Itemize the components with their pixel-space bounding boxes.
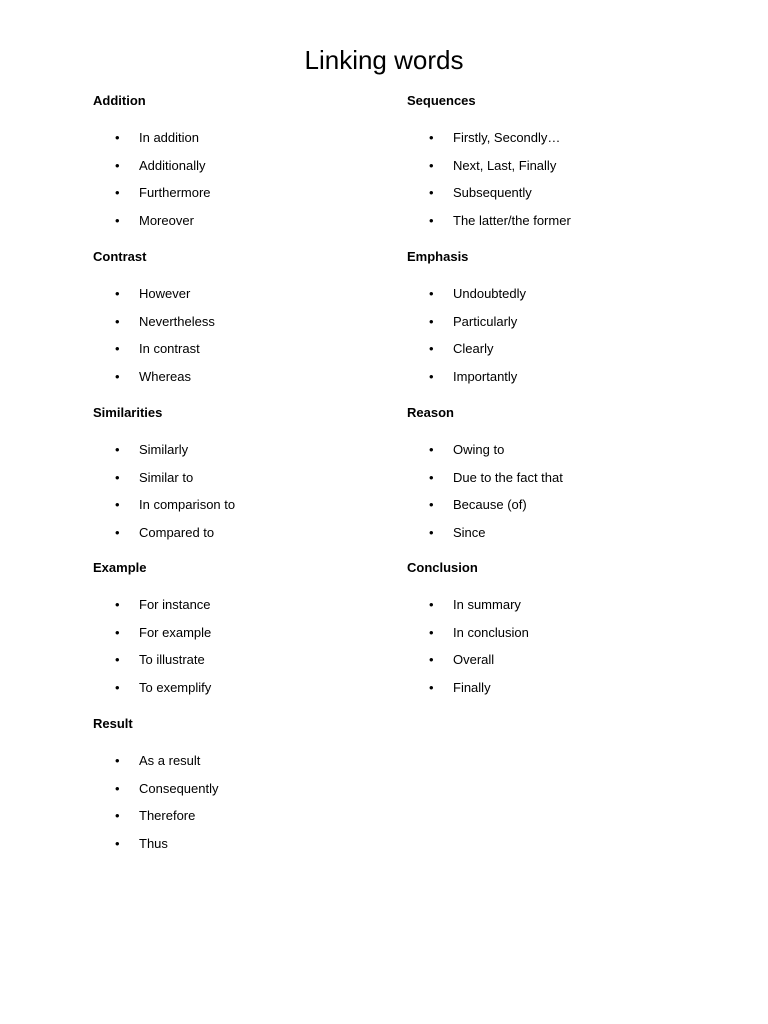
section-heading-reason: Reason — [407, 405, 454, 420]
list-item — [93, 286, 393, 314]
list-item-text: Particularly — [453, 313, 518, 329]
list-item-text: For example — [139, 624, 212, 640]
list-item-text: Due to the fact that — [453, 469, 563, 485]
section-reason — [407, 405, 707, 552]
list-example — [93, 597, 393, 707]
bullet-icon: • — [115, 185, 120, 200]
list-item — [407, 286, 707, 314]
list-item-text: Finally — [453, 679, 491, 695]
list-item — [407, 652, 707, 680]
list-item — [407, 314, 707, 342]
list-item — [407, 185, 707, 213]
section-sequences — [407, 93, 707, 240]
list-item — [407, 625, 707, 653]
list-item — [93, 369, 393, 397]
list-item-text: Similar to — [139, 469, 194, 485]
bullet-icon: • — [115, 524, 120, 540]
list-item-text: Compared to — [139, 524, 215, 540]
list-item-text: In comparison to — [139, 497, 236, 512]
list-item-text: Next, Last, Finally — [453, 157, 557, 173]
list-item-text: In contrast — [139, 341, 200, 356]
list-item — [407, 158, 707, 186]
bullet-icon: • — [115, 652, 120, 667]
list-item — [93, 185, 393, 213]
bullet-icon: • — [115, 808, 120, 823]
list-item — [93, 808, 393, 836]
bullet-icon: • — [429, 157, 434, 173]
section-heading-similarities: Similarities — [93, 405, 163, 420]
list-item — [407, 525, 707, 553]
list-item-text: As a result — [139, 753, 201, 768]
list-sequences — [407, 130, 707, 240]
bullet-icon: • — [429, 130, 434, 145]
list-item-text: Similarly — [139, 442, 189, 457]
list-item-text: Thus — [139, 835, 168, 851]
list-item — [407, 597, 707, 625]
list-item-text: Because (of) — [453, 497, 527, 512]
list-reason — [407, 442, 707, 552]
list-item — [407, 341, 707, 369]
bullet-icon: • — [115, 442, 120, 457]
bullet-icon: • — [115, 286, 120, 301]
bullet-icon: • — [115, 130, 120, 145]
bullet-icon: • — [115, 597, 120, 612]
list-item-text: Whereas — [139, 368, 192, 384]
list-item-text: Clearly — [453, 341, 494, 356]
bullet-icon: • — [115, 624, 120, 640]
list-item — [93, 442, 393, 470]
list-item-text: Furthermore — [139, 185, 211, 200]
list-similarities — [93, 442, 393, 552]
section-heading-addition: Addition — [93, 93, 146, 108]
list-item-text: Undoubtedly — [453, 286, 526, 301]
list-item — [93, 652, 393, 680]
bullet-icon: • — [429, 624, 434, 640]
list-item — [407, 369, 707, 397]
bullet-icon: • — [115, 313, 120, 329]
bullet-icon: • — [115, 835, 120, 851]
bullet-icon: • — [429, 652, 434, 667]
section-addition — [93, 93, 393, 240]
bullet-icon: • — [115, 780, 120, 796]
list-item — [93, 130, 393, 158]
list-item — [407, 213, 707, 241]
section-heading-conclusion: Conclusion — [407, 560, 478, 575]
bullet-icon: • — [115, 469, 120, 485]
list-item — [93, 341, 393, 369]
section-heading-sequences: Sequences — [407, 93, 476, 108]
list-item — [93, 158, 393, 186]
bullet-icon: • — [429, 185, 434, 200]
bullet-icon: • — [429, 442, 434, 457]
section-conclusion — [407, 560, 707, 707]
list-item-text: For instance — [139, 597, 211, 612]
list-item-text: Therefore — [139, 808, 196, 823]
list-item — [93, 213, 393, 241]
section-heading-emphasis: Emphasis — [407, 249, 469, 264]
list-item — [93, 836, 393, 864]
bullet-icon: • — [115, 341, 120, 356]
list-item-text: The latter/the former — [453, 212, 571, 228]
section-heading-contrast: Contrast — [93, 249, 147, 264]
section-emphasis — [407, 249, 707, 396]
section-example — [93, 560, 393, 707]
page-title: Linking words — [304, 45, 464, 75]
section-heading-result: Result — [93, 716, 133, 731]
list-item-text: Moreover — [139, 212, 194, 228]
bullet-icon: • — [429, 524, 434, 540]
bullet-icon: • — [429, 469, 434, 485]
list-item-text: Overall — [453, 652, 495, 667]
bullet-icon: • — [429, 597, 434, 612]
list-item — [93, 597, 393, 625]
list-item — [407, 497, 707, 525]
bullet-icon: • — [429, 212, 434, 228]
bullet-icon: • — [429, 679, 434, 695]
list-result — [93, 753, 393, 863]
list-item-text: In summary — [453, 597, 521, 612]
list-item — [93, 753, 393, 781]
section-similarities — [93, 405, 393, 552]
bullet-icon: • — [429, 286, 434, 301]
list-item-text: Consequently — [139, 780, 219, 796]
list-item-text: However — [139, 286, 191, 301]
list-item-text: Nevertheless — [139, 313, 215, 329]
list-item — [93, 314, 393, 342]
list-item-text: In addition — [139, 130, 199, 145]
section-result — [93, 716, 393, 863]
section-contrast — [93, 249, 393, 396]
list-item-text: Subsequently — [453, 185, 532, 200]
list-item-text: Owing to — [453, 442, 505, 457]
list-item — [407, 470, 707, 498]
list-item — [407, 680, 707, 708]
list-item — [93, 497, 393, 525]
list-conclusion — [407, 597, 707, 707]
list-item — [93, 525, 393, 553]
list-item — [93, 625, 393, 653]
section-heading-example: Example — [93, 560, 147, 575]
list-item-text: In conclusion — [453, 624, 529, 640]
list-contrast — [93, 286, 393, 396]
list-item — [93, 781, 393, 809]
list-item-text: Additionally — [139, 157, 206, 173]
bullet-icon: • — [429, 497, 434, 512]
list-item — [93, 680, 393, 708]
bullet-icon: • — [115, 679, 120, 695]
list-item-text: To exemplify — [139, 679, 212, 695]
list-item — [407, 130, 707, 158]
list-emphasis — [407, 286, 707, 396]
bullet-icon: • — [115, 753, 120, 768]
bullet-icon: • — [115, 497, 120, 512]
list-item-text: Importantly — [453, 368, 518, 384]
list-item-text: Since — [453, 524, 486, 540]
bullet-icon: • — [115, 212, 120, 228]
list-item — [407, 442, 707, 470]
bullet-icon: • — [115, 368, 120, 384]
list-addition — [93, 130, 393, 240]
bullet-icon: • — [115, 157, 120, 173]
bullet-icon: • — [429, 368, 434, 384]
bullet-icon: • — [429, 341, 434, 356]
list-item-text: Firstly, Secondly… — [453, 130, 561, 145]
list-item — [93, 470, 393, 498]
bullet-icon: • — [429, 313, 434, 329]
list-item-text: To illustrate — [139, 652, 205, 667]
